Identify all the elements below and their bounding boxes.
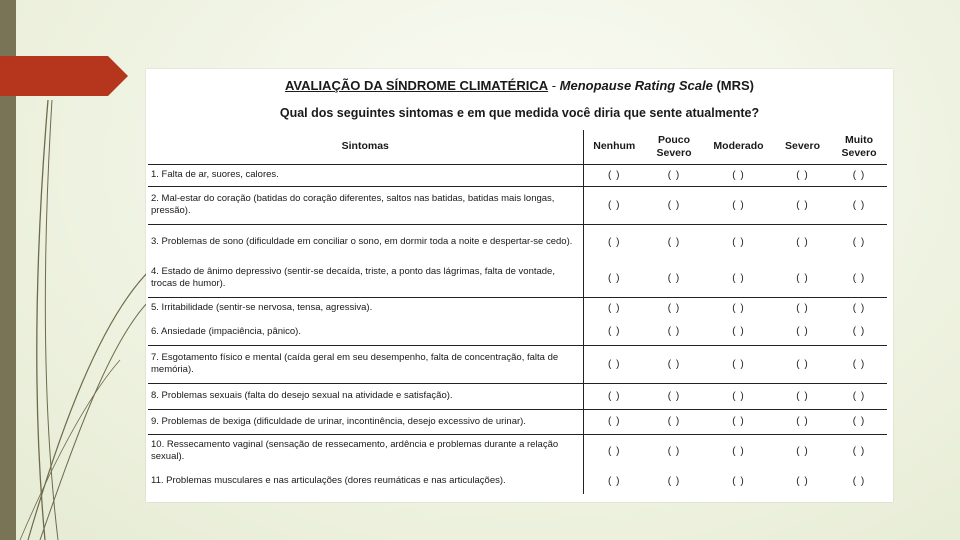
header-nenhum: Nenhum — [583, 130, 645, 164]
symptom-label: 3. Problemas de sono (dificuldade em conciliar o sono, em dormir toda a noite e despertar-se cedo). — [148, 224, 583, 260]
option-checkbox[interactable]: ( ) — [774, 260, 831, 297]
decorative-curves — [0, 0, 150, 540]
header-symptoms: Sintomas — [148, 130, 583, 164]
option-checkbox[interactable]: ( ) — [703, 383, 774, 409]
symptom-label: 8. Problemas sexuais (falta do desejo sexual na atividade e satisfação). — [148, 383, 583, 409]
symptom-label: 5. Irritabilidade (sentir-se nervosa, tensa, agressiva). — [148, 297, 583, 319]
option-checkbox[interactable]: ( ) — [831, 164, 887, 186]
title-main: AVALIAÇÃO DA SÍNDROME CLIMATÉRICA — [284, 78, 549, 93]
option-checkbox[interactable]: ( ) — [774, 186, 831, 224]
option-checkbox[interactable]: ( ) — [703, 319, 774, 345]
option-checkbox[interactable]: ( ) — [645, 345, 703, 383]
title-english: Menopause Rating Scale — [559, 78, 713, 93]
option-checkbox[interactable]: ( ) — [583, 409, 645, 434]
table-row — [148, 224, 887, 260]
option-checkbox[interactable]: ( ) — [732, 475, 745, 487]
option-checkbox[interactable]: ( ) — [732, 445, 745, 457]
option-checkbox[interactable]: ( ) — [667, 302, 681, 314]
option-checkbox[interactable]: ( ) — [645, 409, 703, 434]
header-moderado: Moderado — [703, 130, 774, 164]
symptom-label: 2. Mal-estar do coração (batidas do coração diferentes, saltos nas batidas, batidas mais longas, pressão). — [148, 186, 583, 224]
symptom-label: 7. Esgotamento físico e mental (caída geral em seu desempenho, falta de concentração, falta de memória). — [148, 345, 583, 383]
option-checkbox[interactable]: ( ) — [645, 186, 703, 224]
option-checkbox[interactable]: ( ) — [583, 164, 645, 186]
symptom-table — [148, 130, 887, 494]
table-row — [148, 409, 887, 434]
option-checkbox[interactable]: ( ) — [583, 319, 645, 345]
table-row — [148, 297, 887, 319]
option-checkbox[interactable]: ( ) — [831, 260, 887, 297]
symptom-label: 10. Ressecamento vaginal (sensação de ressecamento, ardência e problemas durante a relação sexual). — [148, 434, 583, 468]
option-checkbox[interactable]: ( ) — [608, 475, 621, 487]
option-checkbox[interactable]: ( ) — [608, 445, 621, 457]
symptom-label: 1. Falta de ar, suores, calores. — [148, 164, 583, 186]
option-checkbox[interactable]: ( ) — [774, 164, 831, 186]
option-checkbox[interactable]: ( ) — [703, 260, 774, 297]
table-row — [148, 434, 887, 468]
option-checkbox[interactable]: ( ) — [645, 319, 703, 345]
option-checkbox[interactable]: ( ) — [667, 445, 681, 457]
option-checkbox[interactable]: ( ) — [831, 345, 887, 383]
option-checkbox[interactable]: ( ) — [583, 186, 645, 224]
option-checkbox[interactable]: ( ) — [831, 186, 887, 224]
option-checkbox[interactable]: ( ) — [732, 236, 745, 248]
option-checkbox[interactable]: ( ) — [645, 164, 703, 186]
option-checkbox[interactable]: ( ) — [583, 345, 645, 383]
option-checkbox[interactable]: ( ) — [667, 475, 681, 487]
option-checkbox[interactable]: ( ) — [774, 409, 831, 434]
option-checkbox[interactable]: ( ) — [608, 236, 621, 248]
symptom-label: 11. Problemas musculares e nas articulações (dores reumáticas e nas articulações). — [148, 468, 583, 494]
table-row — [148, 260, 887, 297]
option-checkbox[interactable]: ( ) — [796, 445, 809, 457]
option-checkbox[interactable]: ( ) — [852, 302, 866, 314]
symptom-label: 9. Problemas de bexiga (dificuldade de urinar, incontinência, desejo excessivo de urinar). — [148, 409, 583, 434]
option-checkbox[interactable]: ( ) — [796, 236, 809, 248]
header-severo: Severo — [774, 130, 831, 164]
option-checkbox[interactable]: ( ) — [703, 186, 774, 224]
option-checkbox[interactable]: ( ) — [645, 260, 703, 297]
option-checkbox[interactable]: ( ) — [831, 409, 887, 434]
option-checkbox[interactable]: ( ) — [852, 475, 866, 487]
symptom-label: 4. Estado de ânimo depressivo (sentir-se decaída, triste, a ponto das lágrimas, falta de vontade, trocas de humor). — [148, 260, 583, 297]
title-separator: - — [548, 78, 560, 93]
option-checkbox[interactable]: ( ) — [852, 236, 866, 248]
symptom-label: 6. Ansiedade (impaciência, pânico). — [148, 319, 583, 345]
option-checkbox[interactable]: ( ) — [852, 445, 866, 457]
option-checkbox[interactable]: ( ) — [774, 345, 831, 383]
option-checkbox[interactable]: ( ) — [796, 302, 809, 314]
table-row — [148, 319, 887, 345]
title-abbreviation: (MRS) — [712, 78, 754, 93]
table-row — [148, 468, 887, 494]
option-checkbox[interactable]: ( ) — [645, 383, 703, 409]
table-row — [148, 383, 887, 409]
option-checkbox[interactable]: ( ) — [774, 383, 831, 409]
option-checkbox[interactable]: ( ) — [583, 383, 645, 409]
option-checkbox[interactable]: ( ) — [583, 260, 645, 297]
table-row — [148, 164, 887, 186]
option-checkbox[interactable]: ( ) — [831, 319, 887, 345]
form-title — [146, 78, 893, 93]
option-checkbox[interactable]: ( ) — [703, 345, 774, 383]
table-row — [148, 345, 887, 383]
table-header-row — [148, 130, 887, 164]
option-checkbox[interactable]: ( ) — [703, 409, 774, 434]
option-checkbox[interactable]: ( ) — [796, 475, 809, 487]
form-question: Qual dos seguintes sintomas e em que medida você diria que sente atualmente? — [279, 106, 760, 120]
table-row — [148, 186, 887, 224]
option-checkbox[interactable]: ( ) — [774, 319, 831, 345]
header-muito-severo: Muito Severo — [831, 130, 887, 164]
mrs-form-document — [146, 69, 893, 502]
option-checkbox[interactable]: ( ) — [667, 236, 681, 248]
option-checkbox[interactable]: ( ) — [831, 383, 887, 409]
option-checkbox[interactable]: ( ) — [703, 164, 774, 186]
option-checkbox[interactable]: ( ) — [608, 302, 621, 314]
option-checkbox[interactable]: ( ) — [732, 302, 745, 314]
header-pouco-severo: Pouco Severo — [645, 130, 703, 164]
